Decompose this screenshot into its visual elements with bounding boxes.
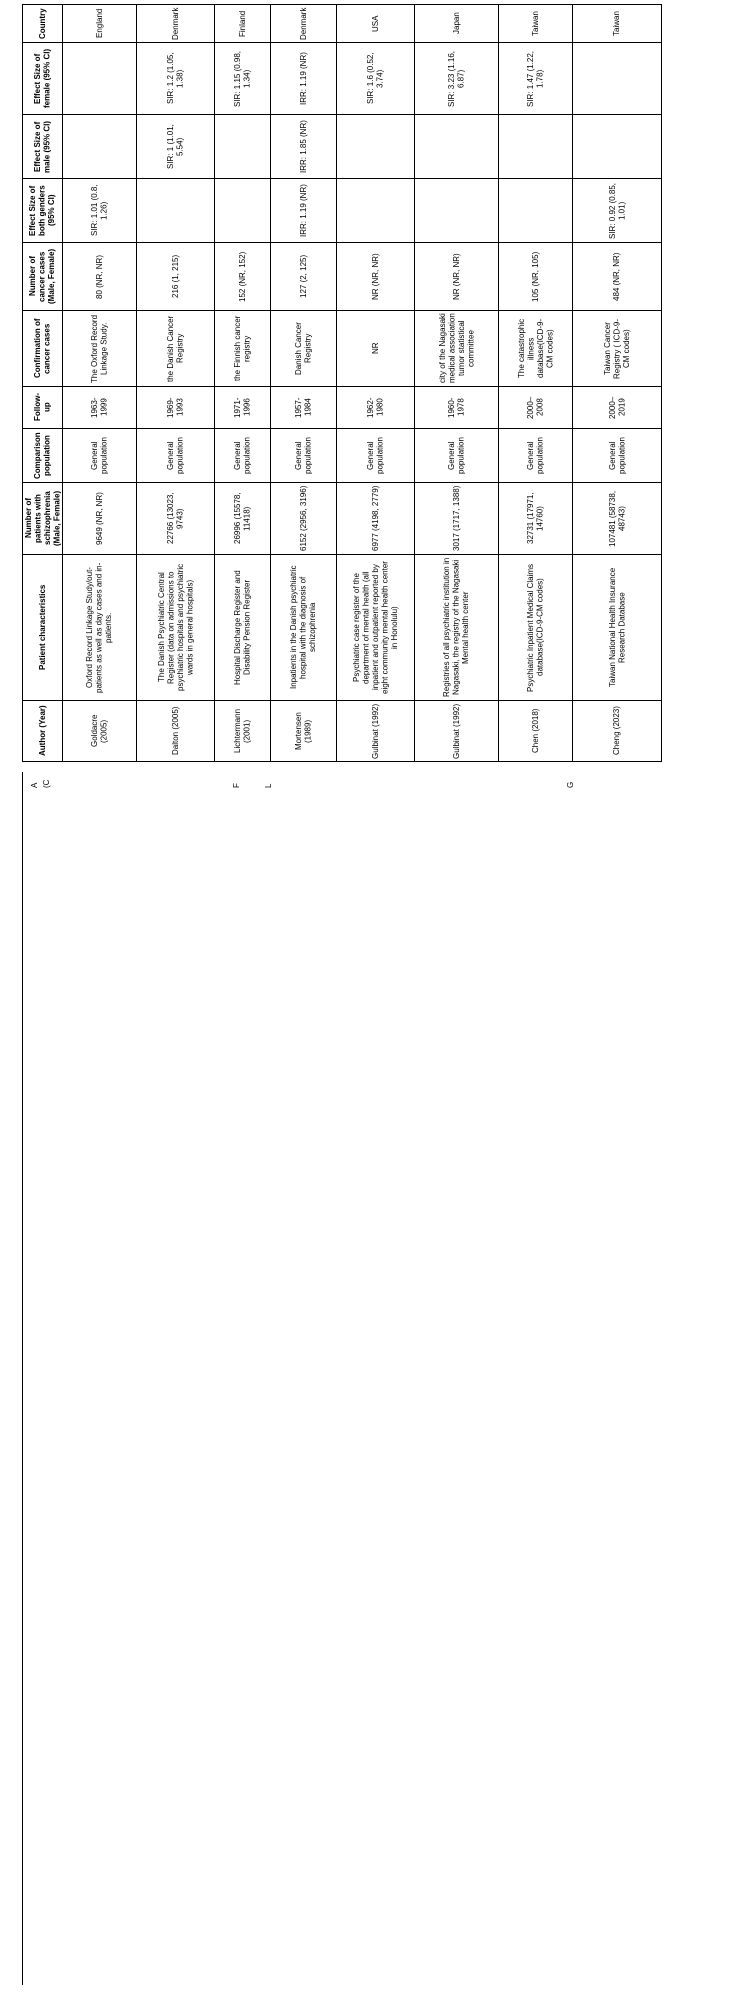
table-cell xyxy=(337,555,415,700)
table-cell xyxy=(63,429,137,482)
cell-text: The Danish Psychiatric Central Register (data on admissions to psychiatric hospitals and psychiatric wards in general hospitals) xyxy=(156,563,194,692)
table-cell xyxy=(215,387,271,428)
table-cell xyxy=(215,429,271,482)
table-cell xyxy=(337,701,415,761)
column-header-text: Author (Year) xyxy=(37,705,47,757)
cell-text: 6977 (4198, 2779) xyxy=(370,485,380,552)
cell-text: SIR: 1 (1.01, 5.54) xyxy=(166,124,185,169)
cell-text: Dalton (2005) xyxy=(170,706,180,756)
cell-text: General population xyxy=(166,437,185,474)
cell-text: The Oxford Record Linkage Study. xyxy=(90,314,109,383)
table-cell xyxy=(137,429,215,482)
cut-text-fragment: G xyxy=(566,781,575,788)
cell-text: IRR: 1.85 (NR) xyxy=(298,120,308,173)
column-header-cell xyxy=(23,179,63,242)
cell-text: General population xyxy=(526,437,545,474)
table-cell xyxy=(573,179,661,242)
table-cell xyxy=(215,243,271,310)
cell-text: Psychiatric case register of the department of mental health (all inpatient and outpatient reported by eight community mental health center in Honolulu) xyxy=(351,561,399,694)
table-cell xyxy=(271,311,337,386)
cell-text: Mortensen (1989) xyxy=(294,712,313,750)
table-cell xyxy=(415,243,499,310)
table-cell xyxy=(415,115,499,178)
table-cell xyxy=(137,387,215,428)
table-cell xyxy=(337,429,415,482)
table-cell xyxy=(137,43,215,114)
column-header-text: Number of patients with schizophrenia (Male, Female) xyxy=(23,490,61,547)
table-cell xyxy=(215,555,271,700)
column-header-text: Confirmation of cancer cases xyxy=(33,318,52,379)
table-cell xyxy=(271,5,337,42)
column-header-text: Patient characteristics xyxy=(37,584,47,671)
table-cell xyxy=(63,5,137,42)
table-cell xyxy=(573,429,661,482)
table-cell xyxy=(415,179,499,242)
cell-text: Hospital Discharge Register and Disability Pension Register xyxy=(233,570,252,685)
table-cell xyxy=(137,115,215,178)
table-cell xyxy=(137,179,215,242)
cell-text: 80 (NR, NR) xyxy=(94,254,104,299)
cell-text: NR xyxy=(370,342,380,355)
cell-text: Denmark xyxy=(298,7,308,40)
cell-text: SIR: 1.47 (1.22, 1.78) xyxy=(526,50,545,107)
table-cell xyxy=(63,115,137,178)
table-cell xyxy=(337,311,415,386)
table-cell xyxy=(573,701,661,761)
table-cell xyxy=(215,115,271,178)
cell-text: 107481 (58738, 48743) xyxy=(607,490,626,547)
column-header-cell xyxy=(23,555,63,700)
cell-text: 1962-1980 xyxy=(366,397,385,418)
table-band xyxy=(23,5,661,43)
table-cell xyxy=(415,429,499,482)
table-cell xyxy=(499,179,573,242)
table-cell xyxy=(215,701,271,761)
cell-text: Japan xyxy=(451,12,461,35)
table-cell xyxy=(499,701,573,761)
cell-text: 6152 (2956, 3196) xyxy=(298,485,308,552)
table-cell xyxy=(137,701,215,761)
cell-text: Inpatients in the Danish psychiatric hospital with the diagnosis of schizophrenia xyxy=(289,565,318,690)
cell-text: Taiwan xyxy=(612,11,622,36)
cut-text-fragment: L xyxy=(264,783,273,788)
table-cell xyxy=(215,5,271,42)
cell-text: 2000–2008 xyxy=(526,396,545,419)
cut-text-fragment: A xyxy=(30,782,39,788)
column-header-text: Effect Size of both genders (95% CI) xyxy=(28,185,57,236)
cell-text: 1963-1999 xyxy=(90,397,109,418)
table-cell xyxy=(499,555,573,700)
cell-text: 216 (1, 215) xyxy=(170,254,180,299)
table-cell xyxy=(137,555,215,700)
cell-text: 2000–2019 xyxy=(607,396,626,419)
cell-text: Psychiatric Inpatient Medical Claims database(ICD-9-CM codes) xyxy=(526,563,545,692)
table-cell xyxy=(415,387,499,428)
column-header-cell xyxy=(23,387,63,428)
table-cell xyxy=(499,429,573,482)
table-cell xyxy=(63,701,137,761)
table-cell xyxy=(337,387,415,428)
table-cell xyxy=(415,5,499,42)
table-cell xyxy=(573,5,661,42)
table-cell xyxy=(499,311,573,386)
table-cell xyxy=(271,701,337,761)
table-cell xyxy=(573,243,661,310)
cell-text: 484 (NR, NR) xyxy=(612,252,622,301)
cell-text: IRR: 1.19 (NR) xyxy=(298,52,308,105)
cell-text: Gulbinat (1992) xyxy=(370,703,380,759)
cell-text: General population xyxy=(607,437,626,474)
column-header-cell xyxy=(23,429,63,482)
table-cell xyxy=(573,387,661,428)
table-cell xyxy=(499,5,573,42)
cell-text: General population xyxy=(233,437,252,474)
table-cell xyxy=(415,311,499,386)
table-cell xyxy=(271,43,337,114)
cell-text: Taiwan National Health Insurance Research Database xyxy=(607,567,626,688)
cell-text: city of the Nagasaki medical association tumor statistical committee xyxy=(437,313,475,384)
table-cell xyxy=(415,555,499,700)
cell-text: Registries of all psychiatric institution in Nagasaki, the registry of the Nagasaki Mental health center xyxy=(442,557,471,698)
table-cell xyxy=(271,483,337,554)
cut-text-fragment: (C xyxy=(42,779,51,788)
cell-text: Oxford Record Linkage Study/out-patients as well as day cases and in-patients. xyxy=(85,562,114,693)
cell-text: NR (NR, NR) xyxy=(451,253,461,300)
cell-text: SIR: 1.01 (0.8, 1.26) xyxy=(90,184,109,237)
cell-text: Chen (2018) xyxy=(530,708,540,754)
cell-text: 1960-1978 xyxy=(447,397,466,418)
table-cell xyxy=(337,243,415,310)
table-cell xyxy=(63,311,137,386)
column-header-text: Effect Size of female (95% CI) xyxy=(33,48,52,109)
table-cell xyxy=(215,43,271,114)
table-cell xyxy=(573,483,661,554)
cell-text: 1971-1996 xyxy=(233,397,252,418)
table-cell xyxy=(271,555,337,700)
cell-text: SIR: 3.23 (1.16, 6.87) xyxy=(447,50,466,107)
table-cell xyxy=(415,43,499,114)
table-cell xyxy=(137,243,215,310)
cell-text: 105 (NR, 105) xyxy=(530,251,540,302)
column-header-cell xyxy=(23,243,63,310)
table-cell xyxy=(63,243,137,310)
table-cell xyxy=(63,555,137,700)
cell-text: Taiwan Cancer Registry ( ICD-9-CM codes) xyxy=(602,318,631,379)
cell-text: The catastrophic illness database(ICD-9-CM codes) xyxy=(516,318,554,379)
cut-off-band xyxy=(23,774,661,789)
cell-text: Finland xyxy=(237,10,247,37)
table-cell xyxy=(63,179,137,242)
column-header-cell xyxy=(23,115,63,178)
cell-text: Danish Cancer Registry xyxy=(294,322,313,375)
table-band xyxy=(23,311,661,387)
cell-text: 22766 (13023, 9743) xyxy=(166,492,185,545)
column-header-cell xyxy=(23,701,63,761)
cell-text: 26996 (15578, 11418) xyxy=(233,492,252,545)
cell-text: SIR: 1.6 (0.52, 3.74) xyxy=(366,52,385,105)
table-band xyxy=(23,243,661,311)
column-header-cell xyxy=(23,5,63,42)
cell-text: SIR: 0.92 (0.85, 1.01) xyxy=(607,182,626,239)
table-cell xyxy=(337,179,415,242)
table-cell xyxy=(63,43,137,114)
table-cell xyxy=(215,311,271,386)
cell-text: 1957-1984 xyxy=(294,397,313,418)
table-band xyxy=(23,179,661,243)
column-header-text: Country xyxy=(37,8,47,39)
cell-text: Gulbinat (1992) xyxy=(451,703,461,759)
table-cell xyxy=(271,429,337,482)
table-cell xyxy=(337,483,415,554)
cell-text: General population xyxy=(294,437,313,474)
cell-text: General population xyxy=(90,437,109,474)
table-band xyxy=(23,555,661,701)
cell-text: General population xyxy=(366,437,385,474)
cell-text: 3017 (1717, 1388) xyxy=(451,485,461,552)
column-header-text: Number of cancer cases (Male, Female) xyxy=(28,248,57,305)
cell-text: General population xyxy=(447,437,466,474)
column-header-cell xyxy=(23,483,63,554)
table-band xyxy=(23,701,661,761)
table-band xyxy=(23,43,661,115)
cell-text: England xyxy=(94,8,104,39)
table-cell xyxy=(337,115,415,178)
cell-text: Taiwan xyxy=(530,11,540,36)
table-cell xyxy=(63,387,137,428)
cell-text: Cheng (2023) xyxy=(612,706,622,756)
table-cell xyxy=(271,179,337,242)
table-band xyxy=(23,387,661,429)
table-band xyxy=(23,483,661,555)
cell-text: SIR: 1.15 (0.98, 1.34) xyxy=(233,50,252,107)
table-cell xyxy=(215,179,271,242)
table-cell xyxy=(499,387,573,428)
table-cell xyxy=(415,483,499,554)
rotated-study-characteristics-table xyxy=(22,4,662,762)
table-cell xyxy=(573,43,661,114)
table-cell xyxy=(337,5,415,42)
column-header-text: Follow-up xyxy=(33,393,52,422)
table-cell xyxy=(573,115,661,178)
table-cell xyxy=(573,555,661,700)
cell-text: 1969-1993 xyxy=(166,397,185,418)
table-cell xyxy=(271,243,337,310)
column-header-text: Effect Size of male (95% CI) xyxy=(33,120,52,173)
table-cell xyxy=(271,387,337,428)
cell-text: IRR: 1.19 (NR) xyxy=(298,184,308,237)
cell-text: the Finnish cancer registry xyxy=(233,315,252,382)
table-cell xyxy=(63,483,137,554)
table-cell xyxy=(137,5,215,42)
cell-text: Denmark xyxy=(170,7,180,40)
table-cell xyxy=(337,43,415,114)
cell-text: USA xyxy=(370,15,380,32)
table-band xyxy=(23,429,661,483)
cell-text: SIR: 1.2 (1.05, 1.38) xyxy=(166,52,185,105)
cell-text: NR (NR, NR) xyxy=(370,253,380,300)
table-cell xyxy=(573,311,661,386)
cell-text: 9649 (NR, NR) xyxy=(94,492,104,545)
cell-text: Goldacre (2005) xyxy=(90,714,109,748)
table-cell xyxy=(271,115,337,178)
table-cell xyxy=(499,43,573,114)
table-band xyxy=(23,115,661,179)
cell-text: 152 (NR, 152) xyxy=(237,251,247,302)
cell-text: 32731 (17971, 14760) xyxy=(526,492,545,545)
cell-text: Lichtermann (2001) xyxy=(233,708,252,754)
column-header-cell xyxy=(23,43,63,114)
cell-text: the Danish Cancer Registry xyxy=(166,315,185,382)
table-cell xyxy=(137,311,215,386)
table-cell xyxy=(499,115,573,178)
column-header-text: Comparison population xyxy=(33,432,52,479)
table-left-border-rule xyxy=(22,772,23,1985)
column-header-cell xyxy=(23,311,63,386)
table-cell xyxy=(215,483,271,554)
cell-text: 127 (2, 125) xyxy=(298,254,308,299)
table-cell xyxy=(415,701,499,761)
cut-text-fragment: F xyxy=(232,783,241,788)
table-cell xyxy=(499,243,573,310)
table-cell xyxy=(499,483,573,554)
table-cell xyxy=(137,483,215,554)
